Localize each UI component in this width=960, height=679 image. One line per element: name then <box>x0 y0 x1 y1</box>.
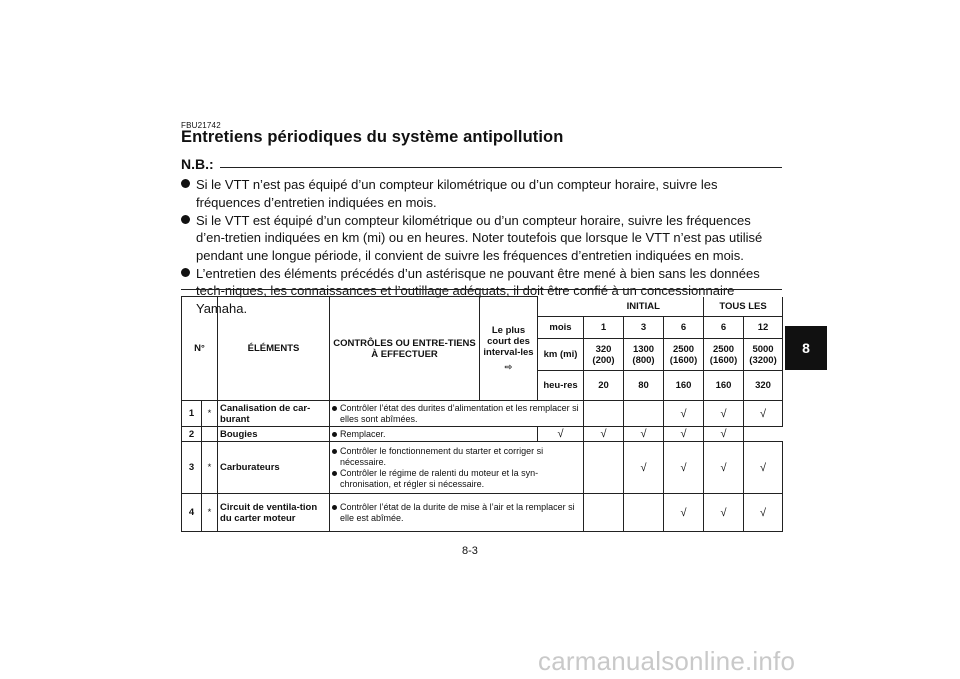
row-star <box>202 427 218 442</box>
km-value: 1300 (800) <box>624 339 664 371</box>
month-value: 6 <box>664 317 704 339</box>
table-row <box>182 401 783 427</box>
check-cell <box>624 401 664 427</box>
note-item <box>181 176 782 211</box>
row-star: * <box>202 401 218 427</box>
header-initial: INITIAL <box>584 297 704 317</box>
row-star: * <box>202 442 218 494</box>
page-number: 8-3 <box>462 545 478 557</box>
month-value: 6 <box>704 317 744 339</box>
maintenance-table <box>181 296 783 532</box>
note-item <box>181 212 782 265</box>
note-text: Si le VTT est équipé d’un compteur kilométrique ou d’un compteur horaire, suivre les fréquences d’en-tretien indiquées en km (mi) ou en heures. Noter toutefois que lorsque le VTT n’est pas utilisé pendant une longue période, il convient de suivre les fréquences d’entretien indiquées en mois. <box>196 212 763 263</box>
km-value: 2500 (1600) <box>664 339 704 371</box>
bullet-icon <box>181 215 190 224</box>
check-cell: √ <box>704 427 744 442</box>
bullet-icon <box>181 179 190 188</box>
check-cell <box>584 442 624 494</box>
note-text: Si le VTT n’est pas équipé d’un compteur kilométrique ou d’un compteur horaire, suivre les fréquences d’entretien indiquées en mois. <box>196 177 718 210</box>
bullet-icon <box>332 406 337 411</box>
row-element: Canalisation de car-burant <box>218 401 330 427</box>
bullet-icon <box>181 268 190 277</box>
bullet-icon <box>332 449 337 454</box>
task-text: Contrôler l’état de la durite de mise à l’air et la remplacer si elle est abîmée. <box>340 501 575 523</box>
check-cell: √ <box>584 427 624 442</box>
task-text: Contrôler le fonctionnement du starter et corriger si nécessaire. <box>340 445 544 467</box>
check-cell <box>624 494 664 532</box>
bullet-icon <box>332 471 337 476</box>
check-cell: √ <box>664 401 704 427</box>
note-label: N.B.: <box>181 156 220 172</box>
check-cell <box>584 401 624 427</box>
table-row <box>182 494 783 532</box>
task-text: Contrôler le régime de ralenti du moteur et la syn-chronisation, et régler si nécessaire. <box>340 467 539 489</box>
row-element: Bougies <box>218 427 330 442</box>
row-number: 4 <box>182 494 202 532</box>
check-cell: √ <box>624 442 664 494</box>
unit-months: mois <box>538 317 584 339</box>
document-code: FBU21742 <box>181 121 221 130</box>
month-value: 12 <box>744 317 783 339</box>
task-item <box>332 446 581 468</box>
month-value: 3 <box>624 317 664 339</box>
month-value: 1 <box>584 317 624 339</box>
hours-value: 20 <box>584 371 624 401</box>
note-divider <box>215 167 782 168</box>
task-text: Remplacer. <box>340 428 386 439</box>
row-tasks <box>330 401 584 427</box>
check-cell: √ <box>664 494 704 532</box>
arrow-right-icon: ⇨ <box>504 361 513 373</box>
header-elements: ÉLÉMENTS <box>218 297 330 401</box>
section-divider <box>181 289 782 290</box>
bullet-icon <box>332 432 337 437</box>
row-element: Circuit de ventila-tion du carter moteur <box>218 494 330 532</box>
check-cell: √ <box>744 494 783 532</box>
check-cell: √ <box>538 427 584 442</box>
row-number: 2 <box>182 427 202 442</box>
check-cell: √ <box>744 401 783 427</box>
page-title: Entretiens périodiques du système antipollution <box>181 128 564 146</box>
chapter-tab: 8 <box>785 326 827 370</box>
row-element: Carburateurs <box>218 442 330 494</box>
note-header <box>181 156 782 176</box>
table-row <box>182 427 783 442</box>
hours-value: 160 <box>704 371 744 401</box>
header-every: TOUS LES <box>704 297 783 317</box>
row-tasks <box>330 427 538 442</box>
row-number: 1 <box>182 401 202 427</box>
km-value: 2500 (1600) <box>704 339 744 371</box>
check-cell: √ <box>664 427 704 442</box>
km-value: 320 (200) <box>584 339 624 371</box>
check-cell: √ <box>704 494 744 532</box>
check-cell: √ <box>664 442 704 494</box>
km-value: 5000 (3200) <box>744 339 783 371</box>
unit-hours: heu-res <box>538 371 584 401</box>
shortest-interval-label: Le plus court des interval-les <box>483 324 534 358</box>
check-cell: √ <box>624 427 664 442</box>
check-cell: √ <box>744 442 783 494</box>
table-row <box>182 442 783 494</box>
task-text: Contrôler l’état des durites d’alimentation et les remplacer si elles sont abîmées. <box>340 402 579 424</box>
task-item <box>332 502 581 524</box>
bullet-icon <box>332 505 337 510</box>
header-no: N° <box>182 297 218 401</box>
hours-value: 160 <box>664 371 704 401</box>
note-text: L’entretien des éléments précédés d’un astérisque ne pouvant être mené à bien sans les données tech-niques, les connaissances et l’outillage adéquats, il doit être confié à un concessionnaire Yamaha. <box>196 265 760 316</box>
check-cell: √ <box>704 401 744 427</box>
header-spacer <box>538 297 584 317</box>
row-tasks <box>330 494 584 532</box>
header-controls: CONTRÔLES OU ENTRE-TIENS À EFFECTUER <box>330 297 480 401</box>
task-item <box>332 468 581 490</box>
task-item <box>332 429 535 440</box>
hours-value: 80 <box>624 371 664 401</box>
check-cell <box>584 494 624 532</box>
unit-km: km (mi) <box>538 339 584 371</box>
header-shortest-interval <box>480 297 538 401</box>
hours-value: 320 <box>744 371 783 401</box>
task-item <box>332 403 581 425</box>
check-cell: √ <box>704 442 744 494</box>
watermark: carmanualsonline.info <box>538 646 796 676</box>
row-star: * <box>202 494 218 532</box>
row-tasks <box>330 442 584 494</box>
row-number: 3 <box>182 442 202 494</box>
